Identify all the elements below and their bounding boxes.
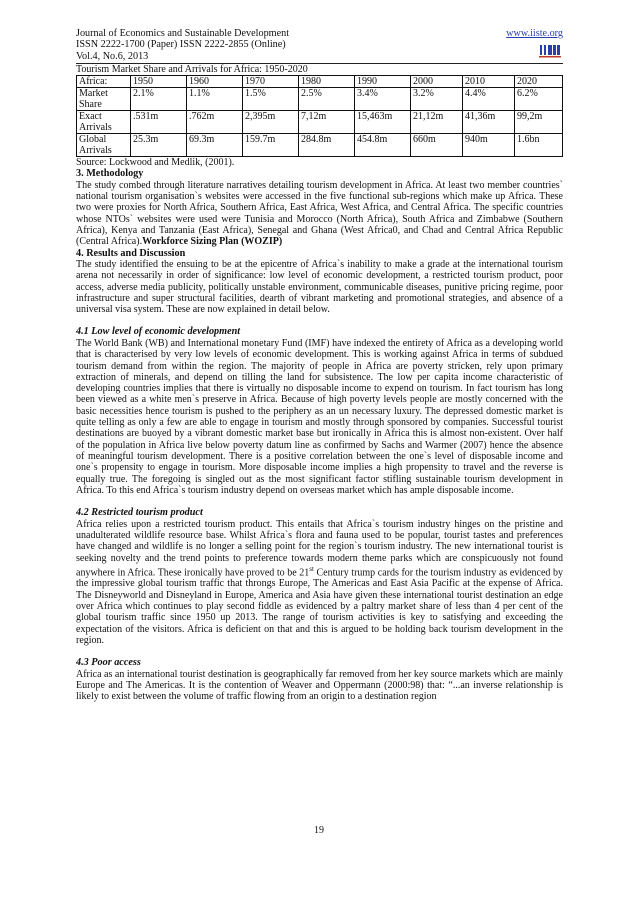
table-cell: 3.2% <box>411 88 463 111</box>
table-header-cell: 1980 <box>299 76 355 88</box>
table-cell: Global Arrivals <box>77 134 131 157</box>
superscript: st <box>309 564 314 573</box>
table-header-cell: 1970 <box>243 76 299 88</box>
table-cell: 3.4% <box>355 88 411 111</box>
iiste-logo-icon <box>539 42 561 60</box>
table-cell: .762m <box>187 111 243 134</box>
table-header-row <box>77 76 563 88</box>
spacer <box>76 646 563 657</box>
table-cell: 69.3m <box>187 134 243 157</box>
section-4-2-heading: 4.2 Restricted tourism product <box>76 507 203 519</box>
journal-header <box>76 28 563 62</box>
table-cell: 1.6bn <box>515 134 563 157</box>
table-header-cell: 1950 <box>131 76 187 88</box>
results-heading: 4. Results and Discussion <box>76 247 186 259</box>
journal-title: Journal of Economics and Sustainable Development <box>76 28 290 39</box>
methodology-bold-text: Workforce Sizing Plan (WOZIP) <box>142 236 283 248</box>
table-header-cell: 2000 <box>411 76 463 88</box>
table-caption: Tourism Market Share and Arrivals for Africa: 1950-2020 <box>76 64 308 76</box>
table-cell: 2,395m <box>243 111 299 134</box>
issn-line: ISSN 2222-1700 (Paper) ISSN 2222-2855 (Online) <box>76 39 286 51</box>
section-4-2-text-b: Century trump cards for the tourism industry as evidenced by the impressive global tourism traffic that throngs Europe, The Americas and East Asia Pacific at the expense of Africa. The Disneyworld and Disneyland in Europe, America and Asia have given these international tourist destination an edge over Africa which continues to play second fiddle as evidenced by a paltry market share of less than 4 per cent of the global tourism traffic since 1950 up 2013. The range of tourism activities is key to satisfying and exceeding the expectation of the visitors. Africa is deficient on that and this is argued to be holding back tourism development in the region. <box>76 567 564 646</box>
table-cell: 454.8m <box>355 134 411 157</box>
table-cell: 1.1% <box>187 88 243 111</box>
journal-url-link[interactable]: www.iiste.org <box>506 28 563 39</box>
section-4-3-paragraph: Africa as an international tourist destination is geographically far removed from her key source markets which are mainly Europe and The Americas. It is the contention of Weaver and Oppermann (2000:98) that: “...an inverse relationship is likely to exist between the volume of traffic flowing from an origin to a destination region <box>76 668 563 703</box>
volume-line: Vol.4, No.6, 2013 <box>76 50 149 62</box>
section-4-2-text-a: Africa relies upon a restricted tourism product. This entails that Africa`s tourism industry hinges on the pristine and unadulterated wildlife resource base. Whilst Africa`s flora and fauna used to be popular, tourist tastes and preferences have changed and wildlife is no longer a selling point for the region`s tourism industry. The new international tourist is seeking novelty and the trend points to preference towards modern theme parks which are conspicuously not found anywhere in Africa. These ironically have proved to be 21 <box>76 518 563 579</box>
table-cell: 21,12m <box>411 111 463 134</box>
table-source: Source: Lockwood and Medlik, (2001). <box>76 157 235 169</box>
table-cell: 6.2% <box>515 88 563 111</box>
page-number: 19 <box>314 825 324 836</box>
spacer <box>76 315 563 326</box>
table-row <box>77 111 563 134</box>
table-row <box>77 88 563 111</box>
table-cell: 4.4% <box>463 88 515 111</box>
table-cell: 2.5% <box>299 88 355 111</box>
methodology-text: The study combed through literature narratives detailing tourism development in Africa. At least two member countries` national tourism organisation`s websites were accessed in the five functional sub-regions which make up Africa. These two were proxies for North Africa, Southern Africa, East Africa, West Africa, and Central Africa. The specific countries whose NTOs` websites were used were Tunisia and Morocco (North Africa), South Africa and Zimbabwe (Southern Africa), Kenya and Tanzania (East Africa), Senegal and Ghana (West Africa0, and Chad and Central Africa Republic (Central Africa). <box>76 179 563 248</box>
table-cell: 2.1% <box>131 88 187 111</box>
section-4-1-paragraph: The World Bank (WB) and International monetary Fund (IMF) have indexed the entirety of Africa as a developing world that is characterised by very low levels of economic development. This is working against Africa in terms of subdued tourism demand from within the region. The majority of people in Africa are poverty stricken, rely upon primary extraction of minerals, and depend on tilling the land for subsistence. The low per capita income characteristic of developing countries implies that there is virtually no disposable income to expend on tourism. In fact tourism has long been viewed as a white men`s preserve in Africa. Because of high poverty levels people are mostly concerned with the basic necessities hence tourism is pushed to the periphery as an un necessary luxury. The depressed domestic market is quite telling as only a few are able to engage in tourism and mostly through sponsored by companies. Successful tourist destinations are buoyed by a vibrant domestic market base but ironically in Africa this is almost non-existent. Over half of the population in Africa live below poverty datum line as confirmed by Sachs and Warmer (2007) hence the absence of meaningful tourism development. There is a positive correlation between the one`s level of disposable income and one`s propensity to engage in tourism. More disposable income implies a high propensity to travel and the reverse is equally true. The foregoing is singled out as the most significant factor stifling sustainable tourism development in Africa. To this end Africa`s tourism industry depend on overseas market which has ample disposable income. <box>76 337 563 496</box>
table-header-cell: 1960 <box>187 76 243 88</box>
table-cell: 99,2m <box>515 111 563 134</box>
page <box>76 28 563 703</box>
table-header-cell: 2020 <box>515 76 563 88</box>
methodology-paragraph <box>76 180 563 248</box>
section-4-1-heading: 4.1 Low level of economic development <box>76 326 241 338</box>
section-4-2-paragraph <box>76 519 563 647</box>
table-cell: 7,12m <box>299 111 355 134</box>
table-cell: 159.7m <box>243 134 299 157</box>
table-header-cell: Africa: <box>77 76 131 88</box>
table-cell: 660m <box>411 134 463 157</box>
table-row <box>77 134 563 157</box>
table-cell: 25.3m <box>131 134 187 157</box>
methodology-heading: 3. Methodology <box>76 168 144 180</box>
table-cell: 284.8m <box>299 134 355 157</box>
table-cell: Exact Arrivals <box>77 111 131 134</box>
table-cell: 940m <box>463 134 515 157</box>
spacer <box>76 496 563 507</box>
table-header-cell: 2010 <box>463 76 515 88</box>
table-cell: Market Share <box>77 88 131 111</box>
table-cell: 41,36m <box>463 111 515 134</box>
table-cell: 15,463m <box>355 111 411 134</box>
section-4-3-heading: 4.3 Poor access <box>76 657 141 669</box>
tourism-table <box>76 75 563 157</box>
table-header-cell: 1990 <box>355 76 411 88</box>
results-paragraph: The study identified the ensuing to be at the epicentre of Africa`s inability to make a grade at the international tourism arena not necessarily in order of significance: low level of economic development, a restricted tourism product, poor access, adverse media publicity, politically unstable environment, communicable diseases, punitive pricing regime, poor infrastructure and super structural facilities, dearth of vibrant marketing and promotional strategies, and absence of a universal visa system. These are now explained in detail below. <box>76 259 563 316</box>
table-cell: .531m <box>131 111 187 134</box>
table-cell: 1.5% <box>243 88 299 111</box>
